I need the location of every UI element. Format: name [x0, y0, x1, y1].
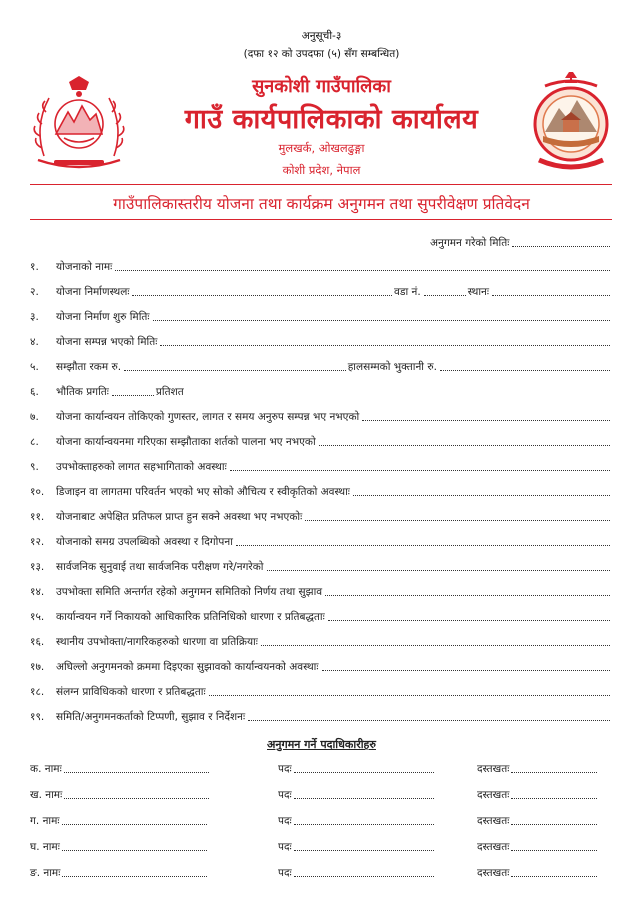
- official-name-field[interactable]: [64, 798, 209, 799]
- item-label: योजनाको नामः: [56, 261, 113, 273]
- item-field[interactable]: [160, 345, 610, 346]
- place-label: स्थानः: [467, 286, 489, 298]
- item-label: योजना निर्माणस्थलः: [56, 286, 130, 298]
- item-row: [30, 433, 612, 449]
- item-field[interactable]: [153, 320, 610, 321]
- item-label: सम्झौता रकम रु.: [56, 361, 122, 373]
- report-title: गाउँपालिकास्तरीय योजना तथा कार्यक्रम अनुगमन तथा सुपरीवेक्षण प्रतिवेदन: [113, 195, 530, 213]
- item-label: योजनाको समग्र उपलब्धिको अवस्था र दिगोपना: [56, 536, 233, 548]
- annex-label: अनुसूची-३: [301, 30, 342, 42]
- item-field[interactable]: [362, 420, 610, 421]
- official-name-field[interactable]: [62, 824, 207, 825]
- municipality-name: सुनकोशी गाउँपालिका: [252, 76, 391, 97]
- item-field[interactable]: [209, 695, 610, 696]
- section-reference: (दफा १२ को उपदफा (५) सँग सम्बन्धित): [243, 48, 400, 60]
- official-post-label: पदः: [278, 867, 292, 879]
- official-post-field[interactable]: [294, 876, 434, 877]
- official-sign-label: दस्तखतः: [477, 763, 510, 775]
- item-number: ६.: [30, 386, 39, 398]
- ward-no-label: वडा नं.: [394, 286, 421, 298]
- item-number: १२.: [30, 536, 45, 548]
- item-row: [30, 333, 612, 349]
- item-number: ७.: [30, 411, 39, 423]
- item-number: १३.: [30, 561, 45, 573]
- item-row: [30, 558, 612, 574]
- item-row: [30, 533, 612, 549]
- item-row: [30, 608, 612, 624]
- item-label: भौतिक प्रगतिः: [56, 386, 109, 398]
- item-field[interactable]: [230, 470, 610, 471]
- item-number: ५.: [30, 361, 39, 373]
- monitoring-date-label: अनुगमन गरेको मितिः: [430, 237, 510, 249]
- item-label: योजना सम्पन्न भएको मितिः: [56, 336, 158, 348]
- title-rule: [30, 219, 612, 220]
- official-name-field[interactable]: [64, 772, 209, 773]
- item-row: [30, 508, 612, 524]
- item-number: ९.: [30, 461, 39, 473]
- official-row: [30, 838, 612, 854]
- item-field[interactable]: [325, 595, 610, 596]
- office-title: गाउँ कार्यपालिकाको कार्यालय: [184, 104, 479, 135]
- item-field[interactable]: [261, 645, 610, 646]
- item-number: २.: [30, 286, 39, 298]
- official-name-label: घ. नामः: [30, 841, 60, 853]
- item-field[interactable]: [267, 570, 610, 571]
- item-row: [30, 633, 612, 649]
- item-number: १७.: [30, 661, 45, 673]
- official-post-label: पदः: [278, 763, 292, 775]
- item-field[interactable]: [248, 720, 610, 721]
- item-number: ११.: [30, 511, 45, 523]
- official-post-field[interactable]: [294, 850, 434, 851]
- place-field[interactable]: [492, 295, 610, 296]
- official-row: [30, 760, 612, 776]
- item-field[interactable]: [305, 520, 610, 521]
- ward-no-field[interactable]: [424, 295, 466, 296]
- official-row: [30, 812, 612, 828]
- item-number: १६.: [30, 636, 45, 648]
- item-label: योजना कार्यान्वयनमा गरिएका सम्झौताका शर्तको पालना भए नभएको: [56, 436, 316, 448]
- item-row: [30, 358, 612, 374]
- item-number: १५.: [30, 611, 45, 623]
- item-row: [30, 408, 612, 424]
- item-row: [30, 283, 612, 299]
- official-post-field[interactable]: [294, 798, 434, 799]
- item-field[interactable]: [132, 295, 392, 296]
- item-label: समिति/अनुगमनकर्ताको टिप्पणी, सुझाव र निर्देशनः: [56, 711, 246, 723]
- item-label: उपभोक्ता समिति अन्तर्गत रहेको अनुगमन समितिको निर्णय तथा सुझाव: [56, 586, 323, 598]
- item-label: योजना कार्यान्वयन तोकिएको गुणस्तर, लागत र समय अनुरुप सम्पन्न भए नभएको: [56, 411, 360, 423]
- item-number: १४.: [30, 586, 45, 598]
- official-post-field[interactable]: [294, 772, 434, 773]
- item-label: संलग्न प्राविधिकको धारणा र प्रतिबद्धताः: [56, 686, 206, 698]
- item-field[interactable]: [115, 270, 610, 271]
- item-row: [30, 483, 612, 499]
- official-sign-field[interactable]: [511, 798, 597, 799]
- item-row: [30, 458, 612, 474]
- item-number: ४.: [30, 336, 39, 348]
- item-label: योजनाबाट अपेक्षित प्रतिफल प्राप्त हुन सक्ने अवस्था भए नभएकोः: [56, 511, 303, 523]
- official-sign-field[interactable]: [511, 772, 597, 773]
- percent-label: प्रतिशत: [155, 386, 184, 398]
- item-number: ३.: [30, 311, 39, 323]
- item-field[interactable]: [236, 545, 610, 546]
- official-name-label: ख. नामः: [30, 789, 63, 801]
- official-sign-label: दस्तखतः: [477, 841, 510, 853]
- progress-percent-field[interactable]: [112, 395, 154, 396]
- official-sign-field[interactable]: [511, 876, 597, 877]
- official-name-label: ग. नामः: [30, 815, 60, 827]
- item-label: कार्यान्वयन गर्ने निकायको आधिकारिक प्रतिनिधिको धारणा र प्रतिबद्धताः: [56, 611, 325, 623]
- official-sign-label: दस्तखतः: [477, 815, 510, 827]
- official-name-label: क. नामः: [30, 763, 62, 775]
- item-number: १०.: [30, 486, 45, 498]
- official-post-label: पदः: [278, 815, 292, 827]
- item-row: [30, 383, 612, 399]
- item-field[interactable]: [319, 445, 610, 446]
- item-row: [30, 308, 612, 324]
- official-post-field[interactable]: [294, 824, 434, 825]
- item-label: डिजाइन वा लागतमा परिवर्तन भएको भए सोको औचित्य र स्वीकृतिको अवस्थाः: [56, 486, 350, 498]
- official-sign-label: दस्तखतः: [477, 867, 510, 879]
- officials-heading: अनुगमन गर्ने पदाधिकारीहरु: [267, 738, 376, 751]
- item-row: [30, 683, 612, 699]
- header-rule: [30, 184, 612, 185]
- official-post-label: पदः: [278, 789, 292, 801]
- item-number: १८.: [30, 686, 45, 698]
- item-label: उपभोक्ताहरुको लागत सहभागिताको अवस्थाः: [56, 461, 227, 473]
- official-name-field[interactable]: [62, 876, 207, 877]
- payment-to-date-field[interactable]: [440, 370, 610, 371]
- official-sign-field[interactable]: [511, 824, 597, 825]
- payment-to-date-label: हालसम्मको भुक्तानी रु.: [347, 361, 437, 373]
- item-label: योजना निर्माण शुरु मितिः: [56, 311, 150, 323]
- official-sign-label: दस्तखतः: [477, 789, 510, 801]
- official-post-label: पदः: [278, 841, 292, 853]
- item-number: १९.: [30, 711, 45, 723]
- item-number: ८.: [30, 436, 39, 448]
- monitoring-date-row: [430, 234, 612, 250]
- address-line-1: मुलखर्क, ओखलढुङ्गा: [278, 141, 365, 155]
- official-name-label: ङ. नामः: [30, 867, 61, 879]
- item-label: स्थानीय उपभोक्ता/नागरिकहरुको धारणा वा प्रतिक्रियाः: [56, 636, 258, 648]
- item-label: अघिल्लो अनुगमनको क्रममा दिइएका सुझावको कार्यान्वयनको अवस्थाः: [56, 661, 319, 673]
- item-field[interactable]: [328, 620, 610, 621]
- item-row: [30, 258, 612, 274]
- item-row: [30, 583, 612, 599]
- address-line-2: कोशी प्रदेश, नेपाल: [282, 163, 361, 177]
- item-field[interactable]: [353, 495, 610, 496]
- item-number: १.: [30, 261, 39, 273]
- official-row: [30, 864, 612, 880]
- item-label: सार्वजनिक सुनुवाई तथा सार्वजनिक परीक्षण गरे/नगरेको: [56, 561, 264, 573]
- item-field[interactable]: [124, 370, 346, 371]
- official-row: [30, 786, 612, 802]
- item-field[interactable]: [322, 670, 610, 671]
- monitoring-date-field[interactable]: [512, 246, 610, 247]
- item-row: [30, 658, 612, 674]
- official-name-field[interactable]: [62, 850, 207, 851]
- official-sign-field[interactable]: [511, 850, 597, 851]
- item-row: [30, 708, 612, 724]
